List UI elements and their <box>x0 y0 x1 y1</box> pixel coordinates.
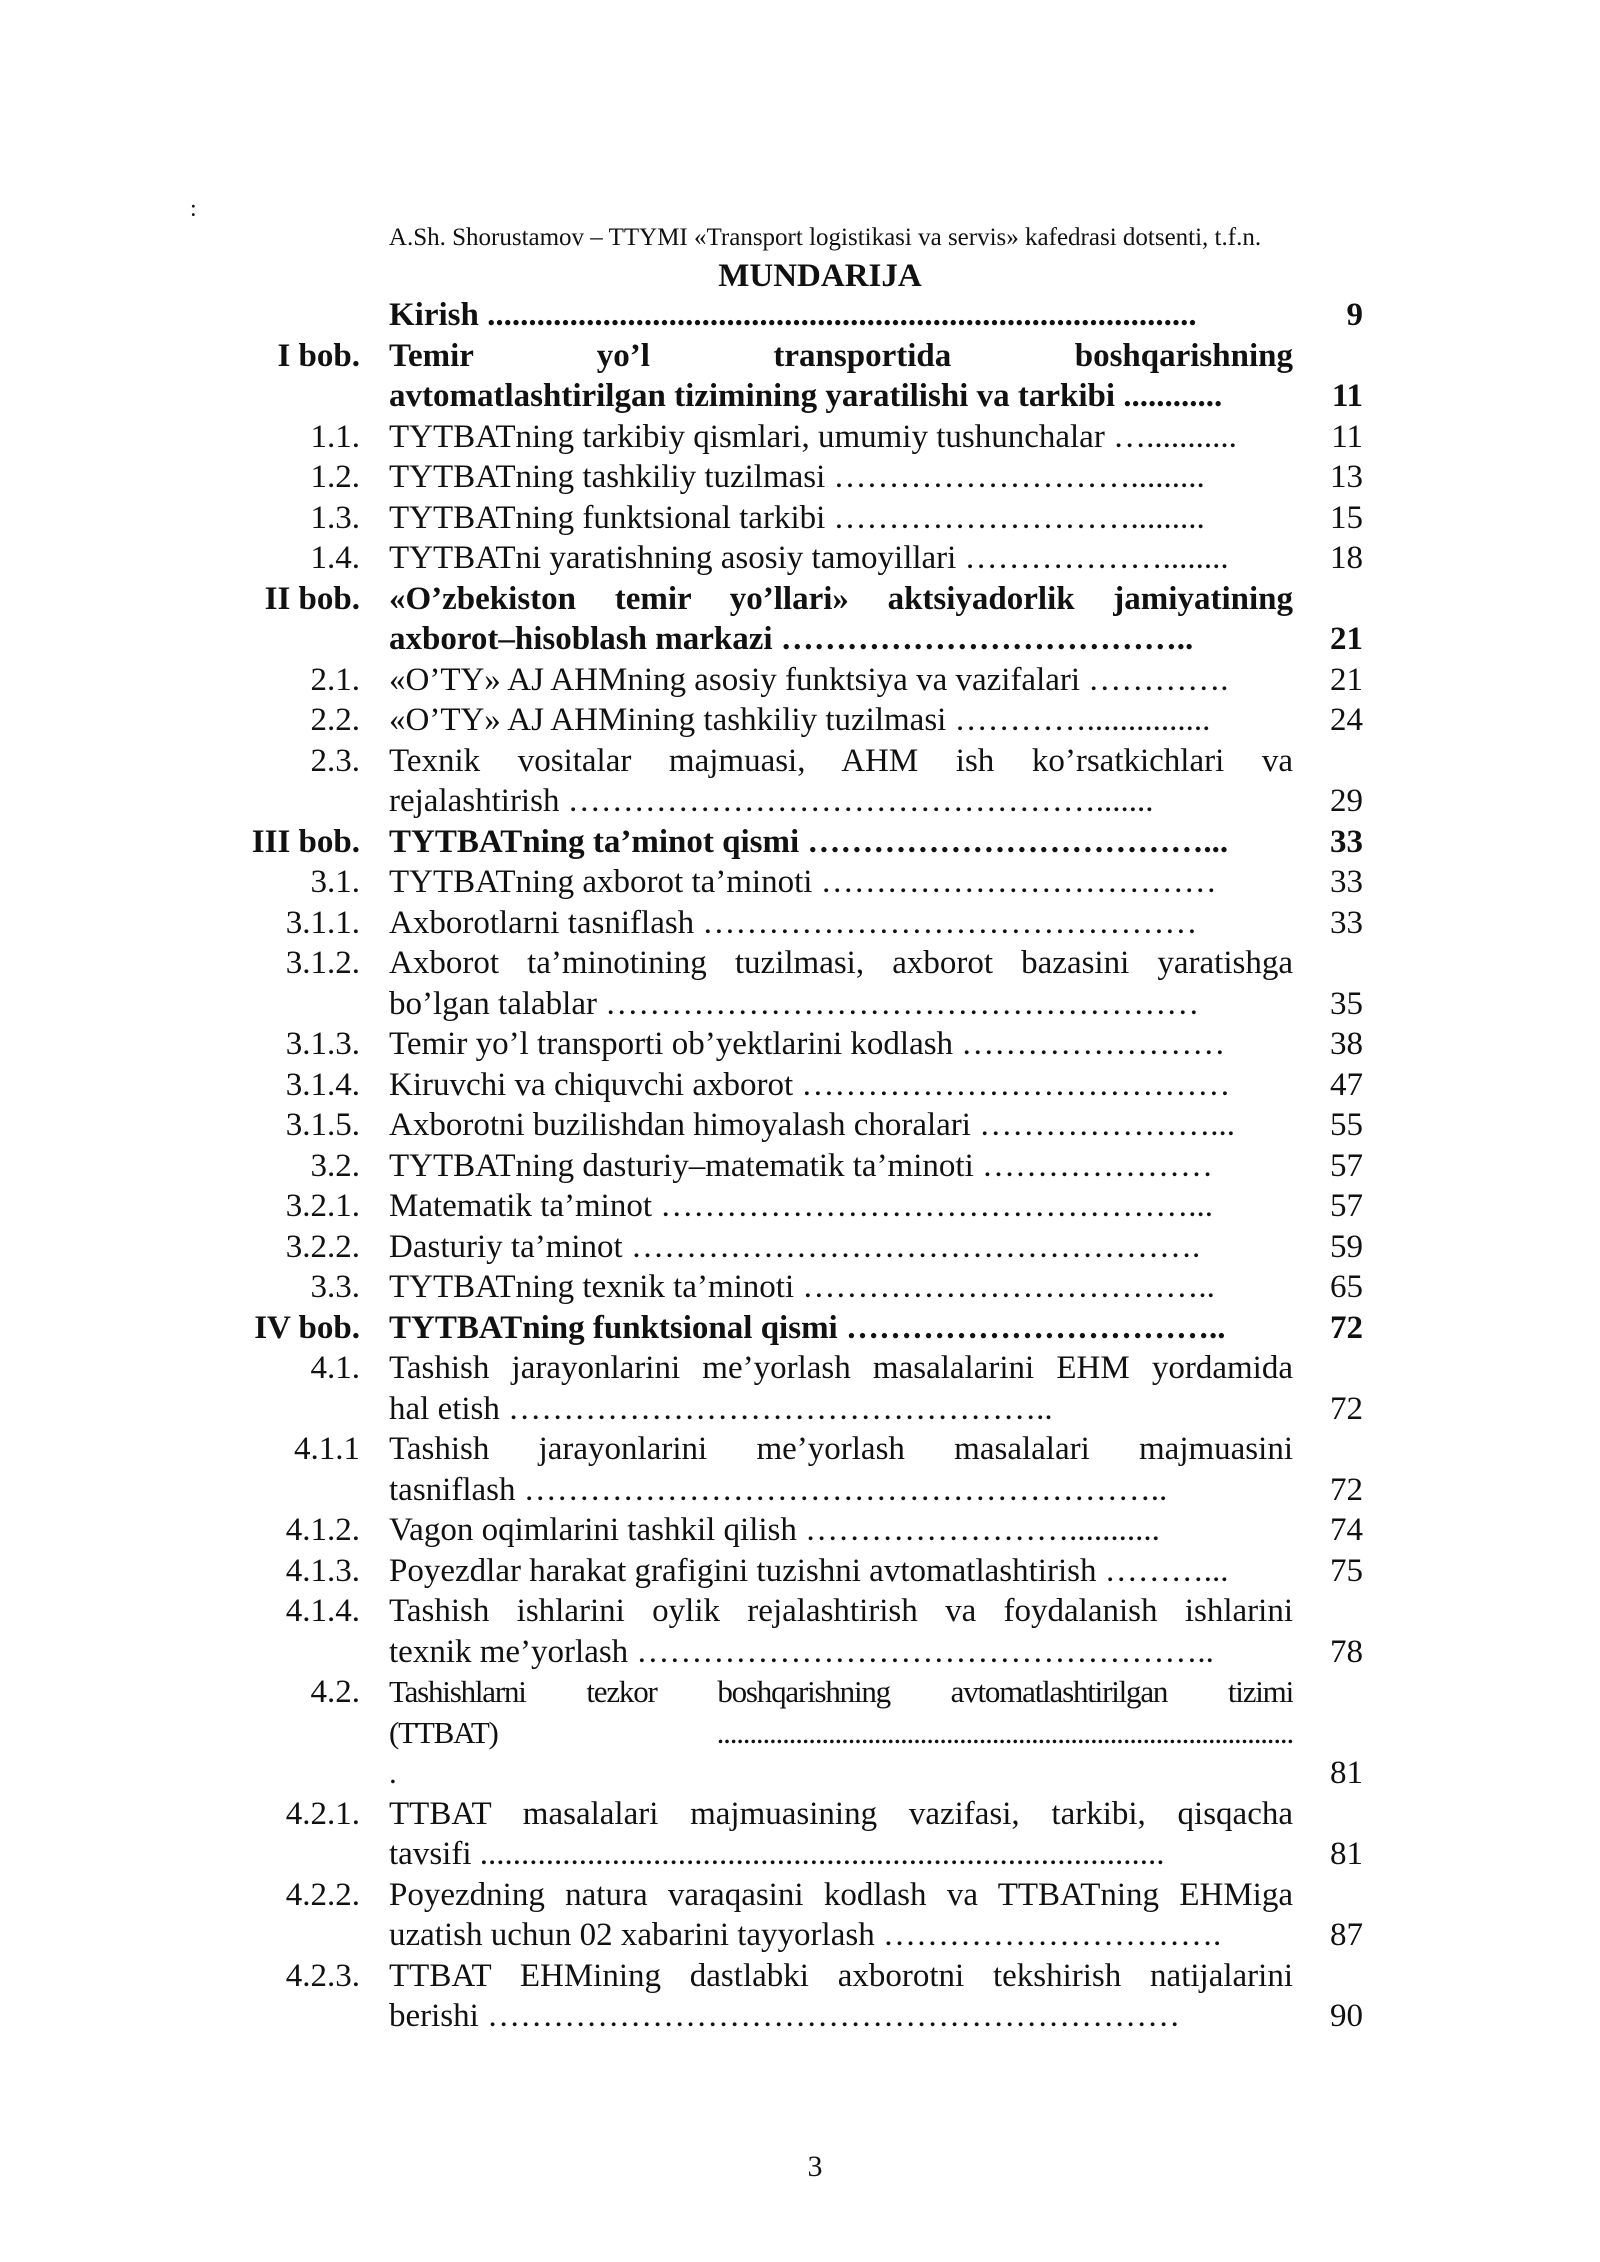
toc-entry <box>0 498 1600 539</box>
toc-entry-title <box>389 862 1293 903</box>
toc-entry <box>0 1105 1600 1146</box>
toc-entry-line: Tashish jarayonlarini me’yorlash masalalari majmuasini <box>389 1431 1293 1467</box>
toc-entry-number: 3.2. <box>310 1147 360 1184</box>
toc-entry-line: Dasturiy ta’minot ……………………………………………. <box>389 1228 1201 1265</box>
toc-entry-page: 13 <box>1330 459 1363 495</box>
toc-entry <box>0 1551 1600 1592</box>
toc-entry-line: Axborotlarni tasniflash ……………………………………… <box>389 904 1198 941</box>
toc-entry <box>0 1227 1600 1268</box>
toc-entry <box>0 1591 1600 1672</box>
toc-entry-page: 55 <box>1330 1107 1363 1143</box>
toc-entry-number: 4.1.4. <box>285 1593 360 1629</box>
toc-entry-line: Kiruvchi va chiquvchi axborot ………………………………… <box>389 1066 1231 1103</box>
toc-entry <box>0 1875 1600 1956</box>
toc-entry-page: 18 <box>1330 540 1363 576</box>
toc-entry-line: TTBAT EHMining dastlabki axborotni tekshirish natijalarini <box>389 1957 1293 1994</box>
toc-entry-line: TYTBATni yaratishning asosiy tamoyillari ………………........ <box>389 540 1229 576</box>
toc-entry-line: TYTBATning funktsional qismi …………………………….. <box>389 1309 1226 1346</box>
toc-entry-number: 2.3. <box>310 742 360 779</box>
toc-entry-line: TTBAT masalalari majmuasining vazifasi, tarkibi, qisqacha <box>389 1795 1293 1832</box>
toc-entry-page: 11 <box>1331 378 1363 414</box>
toc-entry <box>0 660 1600 701</box>
toc-entry-line: Poyezdning natura varaqasini kodlash va TTBATning EHMiga <box>389 1876 1293 1913</box>
toc-entry-line: Matematik ta’minot …………………………………………... <box>389 1188 1214 1224</box>
toc-entry-title <box>389 700 1293 741</box>
toc-entry <box>0 1672 1600 1794</box>
toc-entry-line: TYTBATning texnik ta’minoti ……………………………….. <box>389 1269 1215 1305</box>
toc-entry <box>0 538 1600 579</box>
toc-entry-title <box>389 1875 1293 1956</box>
toc-entry <box>0 1186 1600 1227</box>
toc-entry-number: 3.1.3. <box>285 1026 360 1062</box>
toc-entry-page: 72 <box>1330 1390 1363 1427</box>
toc-entry-number: II bob. <box>264 580 360 617</box>
toc-entry-page: 35 <box>1330 985 1363 1022</box>
toc-entry-title <box>389 295 1293 336</box>
toc-entry-number: 1.4. <box>310 540 360 576</box>
toc-entry <box>0 1024 1600 1065</box>
toc-entry-number: 4.1. <box>310 1350 360 1386</box>
toc-entry <box>0 295 1600 336</box>
toc-entry-line: Axborotni buzilishdan himoyalash choralari …………………... <box>389 1107 1235 1143</box>
toc-entry-line: tavsifi ................................................................................... <box>389 1836 1165 1872</box>
toc-entry-page: 15 <box>1330 499 1363 536</box>
toc-entry-page: 29 <box>1330 783 1363 819</box>
toc-entry-page: 57 <box>1330 1188 1363 1224</box>
toc-entry-line: TYTBATning tashkiliy tuzilmasi ………………………......... <box>389 459 1205 495</box>
toc-entry <box>0 862 1600 903</box>
toc-entry <box>0 700 1600 741</box>
toc-entry-number: 4.2.1. <box>285 1795 360 1832</box>
toc-entry-number: 3.1.2. <box>285 945 360 981</box>
toc-entry-line: Vagon oqimlarini tashkil qilish ……………………........... <box>389 1512 1160 1548</box>
author-line: A.Sh. Shorustamov – TTYMI «Transport logistikasi va servis» kafedrasi dotsenti, t.f.n. <box>388 224 1262 251</box>
toc-entry-number: III bob. <box>251 823 360 860</box>
toc-entry-title <box>389 498 1293 539</box>
stray-mark: : <box>190 196 197 222</box>
toc-entry-page: 78 <box>1330 1633 1363 1670</box>
toc-entry-line: «O’TY» AJ AHMning asosiy funktsiya va vazifalari …………. <box>389 661 1229 698</box>
toc-entry <box>0 822 1600 863</box>
toc-entry-page: 87 <box>1330 1917 1363 1953</box>
toc-entry-title <box>389 1186 1293 1227</box>
toc-entry-line: tasniflash ………………………………………………….. <box>389 1471 1168 1508</box>
toc-entry-title <box>389 336 1293 417</box>
toc-entry-page: 21 <box>1330 661 1363 698</box>
toc-entry-page: 75 <box>1330 1552 1363 1589</box>
toc-entry <box>0 1510 1600 1551</box>
toc-entry-line: Tashishlarni tezkor boshqarishning avtomatlashtirilgan tizimi <box>389 1674 1293 1709</box>
toc-entry-line: . <box>389 1755 396 1790</box>
toc-entry-page: 72 <box>1330 1471 1363 1508</box>
toc-entry-page: 74 <box>1330 1512 1363 1548</box>
toc-entry-line: berishi ……………………………………………………… <box>389 1998 1181 2034</box>
toc-entry-title <box>389 1227 1293 1268</box>
toc-entry-page: 81 <box>1330 1755 1363 1791</box>
toc-entry-number: 3.1. <box>310 864 360 900</box>
toc-entry <box>0 1956 1600 2037</box>
toc-entry-number: 3.3. <box>310 1269 360 1305</box>
toc-entry <box>0 1794 1600 1875</box>
toc-entry-page: 57 <box>1330 1147 1363 1184</box>
toc-entry-page: 38 <box>1330 1026 1363 1062</box>
toc-entry-number: 3.2.1. <box>285 1188 360 1224</box>
toc-entry-number: 3.1.1. <box>285 904 360 941</box>
toc-entry-page: 33 <box>1330 904 1363 941</box>
toc-entry-title <box>389 1024 1293 1065</box>
toc-entry-title <box>389 1267 1293 1308</box>
toc-entry <box>0 1348 1600 1429</box>
toc-entry-title <box>389 1105 1293 1146</box>
toc-entry-line: avtomatlashtirilgan tizimining yaratilishi va tarkibi ............ <box>389 378 1223 414</box>
toc-entry-number: 2.1. <box>310 661 360 698</box>
toc-entry-page: 81 <box>1330 1836 1363 1872</box>
toc-entry-title <box>389 903 1293 944</box>
toc-entry <box>0 741 1600 822</box>
toc-entry-line: Temir yo’l transportida boshqarishning <box>389 337 1293 374</box>
toc-entry-title <box>389 1591 1293 1672</box>
toc-entry-title <box>389 417 1293 458</box>
toc-entry-number: 4.2. <box>310 1674 360 1710</box>
toc-entry-line: Poyezdlar harakat grafigini tuzishni avtomatlashtirish ………... <box>389 1552 1229 1589</box>
toc-entry-title <box>389 538 1293 579</box>
toc-entry-line: TYTBATning axborot ta’minoti ……………………………… <box>389 864 1217 900</box>
toc-entry-title <box>389 822 1293 863</box>
toc-entry-title <box>389 660 1293 701</box>
toc-entry-line: texnik me’yorlash …………………………………………….. <box>389 1633 1214 1670</box>
toc-entry-title <box>389 1065 1293 1106</box>
toc-entry-line: Texnik vositalar majmuasi, AHM ish ko’rsatkichlari va <box>389 742 1293 779</box>
toc-entry-page: 72 <box>1330 1309 1363 1346</box>
toc-entry-line: Kirish ...................................................................................... <box>389 297 1197 333</box>
toc-entry-number: 3.2.2. <box>285 1228 360 1265</box>
toc-entry-number: 4.1.2. <box>285 1512 360 1548</box>
toc-entry-number: 2.2. <box>310 702 360 738</box>
toc-entry-line: TYTBATning ta’minot qismi ………………………………... <box>389 823 1229 860</box>
toc-entry-title <box>389 1348 1293 1429</box>
toc-entry-line: (TTBAT) ........................................................................................ <box>389 1714 1293 1750</box>
toc-entry-line: TYTBATning tarkibiy qismlari, umumiy tushunchalar …........... <box>389 418 1237 455</box>
toc-entry-title <box>389 1672 1293 1794</box>
toc-entry <box>0 1065 1600 1106</box>
toc-entry-title <box>389 1956 1293 2037</box>
toc-entry-page: 59 <box>1330 1228 1363 1265</box>
toc-entry-line: rejalashtirish …………………………………………....... <box>389 783 1154 819</box>
toc-entry <box>0 1429 1600 1510</box>
toc-entry-number: 3.1.5. <box>285 1107 360 1143</box>
toc-entry-title <box>389 943 1293 1024</box>
toc-entry-page: 33 <box>1330 823 1363 860</box>
toc-entry <box>0 903 1600 944</box>
toc-entry-page: 9 <box>1346 297 1363 333</box>
toc-entry-page: 65 <box>1330 1269 1363 1305</box>
toc-entry <box>0 1267 1600 1308</box>
toc-entry <box>0 1308 1600 1349</box>
toc-entry-line: Tashish jarayonlarini me’yorlash masalalarini EHM yordamida <box>389 1350 1293 1386</box>
page-title: MUNDARIJA <box>718 258 922 294</box>
toc-entry-title <box>389 457 1293 498</box>
toc-entry-page: 11 <box>1331 418 1363 455</box>
toc-entry-line: «O’TY» AJ AHMining tashkiliy tuzilmasi …………............... <box>389 702 1211 738</box>
toc-entry-number: 1.1. <box>310 418 360 455</box>
toc-entry-title <box>389 1551 1293 1592</box>
toc-entry <box>0 1146 1600 1187</box>
toc-entry-line: Axborot ta’minotining tuzilmasi, axborot bazasini yaratishga <box>389 945 1293 981</box>
toc-entry-number: 4.1.3. <box>285 1552 360 1589</box>
toc-entry <box>0 579 1600 660</box>
toc-entry-number: 4.2.3. <box>285 1957 360 1994</box>
toc-entry-number: I bob. <box>277 337 360 374</box>
toc-entry-page: 33 <box>1330 864 1363 900</box>
toc-entry-line: bo’lgan talablar ……………………………………………… <box>389 985 1200 1022</box>
toc-entry-page: 24 <box>1330 702 1363 738</box>
toc-entry-line: TYTBATning dasturiy–matematik ta’minoti ………………… <box>389 1147 1213 1184</box>
toc-entry-title <box>389 1146 1293 1187</box>
toc-entry-title <box>389 741 1293 822</box>
toc-entry <box>0 457 1600 498</box>
toc-entry <box>0 943 1600 1024</box>
toc-entry-number: 4.1.1 <box>294 1431 360 1467</box>
toc-entry-title <box>389 1510 1293 1551</box>
toc-entry-line: hal etish ………………………………………….. <box>389 1390 1053 1427</box>
page-number: 3 <box>807 2150 823 2183</box>
toc-entry-page: 47 <box>1330 1066 1363 1103</box>
toc-entry-number: 1.3. <box>310 499 360 536</box>
toc-entry-number: 4.2.2. <box>285 1876 360 1913</box>
toc-entry-page: 21 <box>1330 621 1363 657</box>
toc-entry-line: «O’zbekiston temir yo’llari» aktsiyadorlik jamiyatining <box>389 580 1293 617</box>
toc-entry-page: 90 <box>1330 1998 1363 2034</box>
toc-entry-number: 1.2. <box>310 459 360 495</box>
toc-entry-line: uzatish uchun 02 xabarini tayyorlash …………………………. <box>389 1917 1222 1953</box>
toc-entry-line: Temir yo’l transporti ob’yektlarini kodlash …………………… <box>389 1026 1226 1062</box>
toc-entry-title <box>389 1794 1293 1875</box>
toc-entry <box>0 417 1600 458</box>
toc-entry-number: 3.1.4. <box>285 1066 360 1103</box>
toc-entry-line: axborot–hisoblash markazi ……………………………….. <box>389 621 1194 657</box>
toc-entry-title <box>389 579 1293 660</box>
toc-entry <box>0 336 1600 417</box>
toc-entry-number: IV bob. <box>254 1309 360 1346</box>
toc-entry-line: Tashish ishlarini oylik rejalashtirish va foydalanish ishlarini <box>389 1593 1293 1629</box>
toc-entry-line: TYTBATning funktsional tarkibi ………………………......... <box>389 499 1205 536</box>
toc-entry-title <box>389 1308 1293 1349</box>
toc-entry-title <box>389 1429 1293 1510</box>
